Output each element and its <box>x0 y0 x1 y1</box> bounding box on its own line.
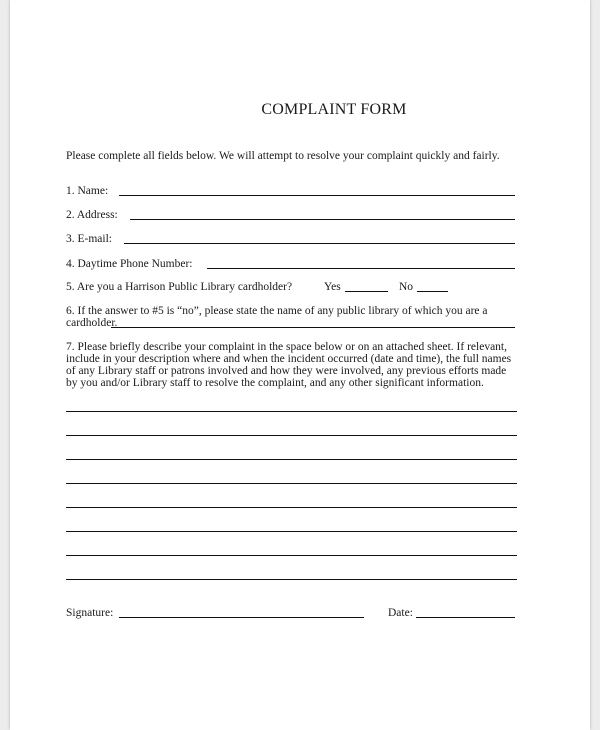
complaint-line[interactable] <box>66 579 517 580</box>
complaint-line[interactable] <box>66 507 517 508</box>
yes-line[interactable] <box>345 291 388 292</box>
complaint-line[interactable] <box>66 531 517 532</box>
no-label: No <box>399 281 414 293</box>
form-title: COMPLAINT FORM <box>261 101 407 118</box>
date-line[interactable] <box>416 617 515 618</box>
email-line[interactable] <box>124 243 515 244</box>
address-label: 2. Address: <box>66 209 118 221</box>
q6-line2: cardholder. <box>66 317 118 329</box>
phone-label: 4. Daytime Phone Number: <box>66 258 193 270</box>
phone-line[interactable] <box>207 268 515 269</box>
q7-line4: by you and/or Library staff to resolve the complaint, and any other significant information. <box>66 377 484 389</box>
document-page <box>10 0 590 730</box>
name-label: 1. Name: <box>66 185 109 197</box>
yes-label: Yes <box>324 281 341 293</box>
cardholder-label: 5. Are you a Harrison Public Library cardholder? <box>66 281 293 293</box>
name-line[interactable] <box>119 195 515 196</box>
complaint-line[interactable] <box>66 483 517 484</box>
complaint-line[interactable] <box>66 555 517 556</box>
complaint-line[interactable] <box>66 459 517 460</box>
complaint-line[interactable] <box>66 435 517 436</box>
q6-line[interactable] <box>111 327 515 328</box>
q6-line1: 6. If the answer to #5 is “no”, please state the name of any public library of which you are a <box>66 305 488 317</box>
address-line[interactable] <box>130 219 515 220</box>
complaint-line[interactable] <box>66 411 517 412</box>
signature-line[interactable] <box>119 617 364 618</box>
date-label: Date: <box>388 607 413 619</box>
q7-line3: of any Library staff or patrons involved and how they were involved, any previous efforts made <box>66 365 507 377</box>
intro-text: Please complete all fields below. We will attempt to resolve your complaint quickly and fairly. <box>66 150 500 162</box>
signature-label: Signature: <box>66 607 114 619</box>
no-line[interactable] <box>417 291 448 292</box>
q7-line2: include in your description where and when the incident occurred (date and time), the full names <box>66 353 512 365</box>
email-label: 3. E-mail: <box>66 233 112 245</box>
q7-line1: 7. Please briefly describe your complaint in the space below or on an attached sheet. If relevant, <box>66 341 507 353</box>
